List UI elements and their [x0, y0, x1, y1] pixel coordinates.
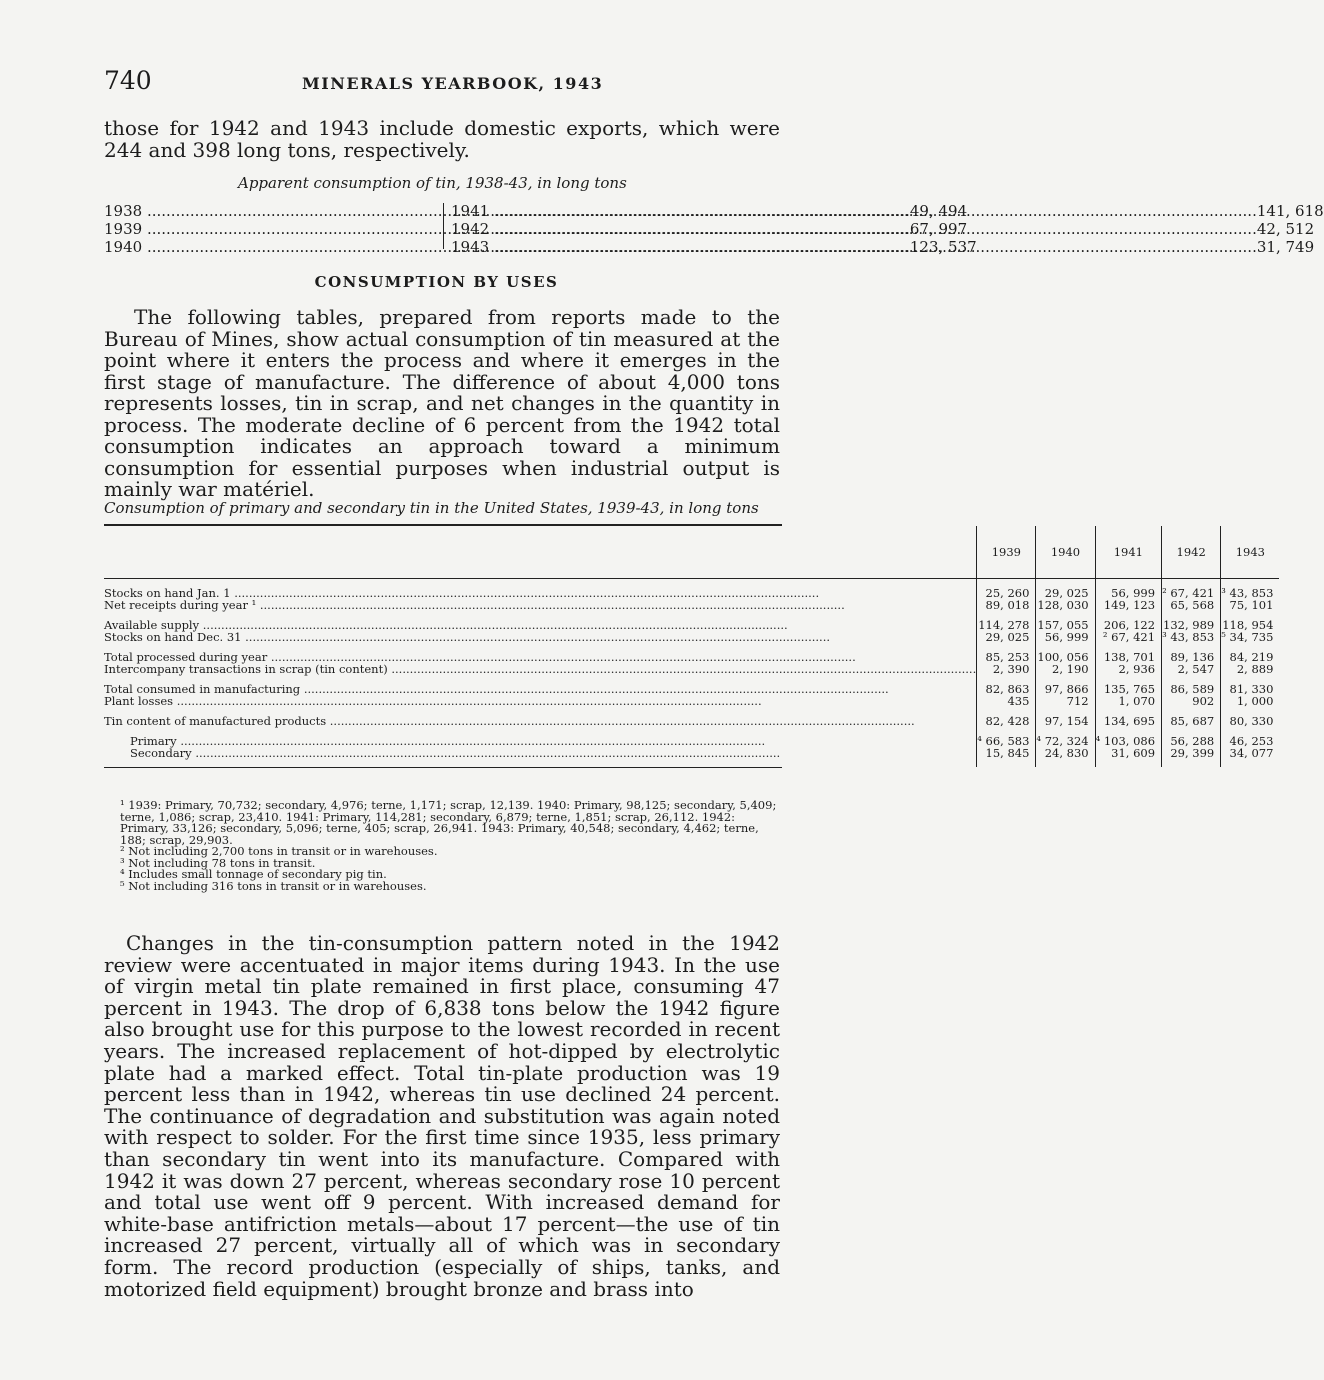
- cell-value: ² 67, 421: [1095, 631, 1161, 643]
- cell-value: ³ 43, 853: [1162, 631, 1221, 643]
- row-label: Secondary .....: [104, 747, 977, 759]
- footnote: ⁵ Not including 316 tons in transit or in warehouses.: [120, 878, 427, 893]
- cell-value: 902: [1162, 695, 1221, 707]
- dot-leader: [256, 598, 845, 612]
- apparent-value: 141, 618: [1256, 202, 1324, 220]
- cell-value: 2, 547: [1162, 663, 1221, 675]
- table-row: [104, 599, 1279, 611]
- cell-value: 46, 253: [1221, 735, 1280, 747]
- cell-value: 56, 288: [1162, 735, 1221, 747]
- cell-value: 25, 260: [977, 587, 1036, 599]
- row-label: Stocks on hand Jan. 1 .....: [104, 587, 977, 599]
- table-row: [104, 715, 1279, 727]
- cell-value: 85, 687: [1162, 715, 1221, 727]
- cell-value: ² 67, 421: [1162, 587, 1221, 599]
- row-label: Total processed during year .....: [104, 651, 977, 663]
- cell-value: 65, 568: [1162, 599, 1221, 611]
- cell-value: 206, 122: [1095, 619, 1161, 631]
- cell-value: ⁴ 103, 086: [1095, 735, 1161, 747]
- row-label: Primary .....: [104, 735, 977, 747]
- page-number: 740: [104, 66, 152, 95]
- cell-value: 56, 999: [1095, 587, 1161, 599]
- table-row: [104, 747, 1279, 759]
- footnote: ⁴ Includes small tonnage of secondary pig tin.: [120, 867, 387, 881]
- cell-value: 157, 055: [1036, 619, 1095, 631]
- apparent-value: 67, 997: [909, 220, 968, 238]
- cell-value: 135, 765: [1095, 683, 1161, 695]
- row-spacer: [104, 759, 1279, 767]
- apparent-year: 1940: [104, 238, 143, 256]
- cell-value: ⁵ 34, 735: [1221, 631, 1280, 643]
- page-header: [104, 66, 784, 106]
- year-header: 1942: [1162, 526, 1221, 579]
- footnote: ² Not including 2,700 tons in transit or in warehouses.: [120, 844, 438, 858]
- footnote: ³ Not including 78 tons in transit.: [120, 855, 316, 870]
- table-row: [104, 663, 1279, 675]
- table-footnotes: [104, 800, 780, 892]
- column-divider: [443, 203, 444, 249]
- apparent-value: 42, 512: [1256, 220, 1315, 238]
- year-header: 1941: [1095, 526, 1161, 579]
- cell-value: 2, 190: [1036, 663, 1095, 675]
- cell-value: 1, 000: [1221, 695, 1280, 707]
- cell-value: 435: [977, 695, 1036, 707]
- cell-value: 134, 695: [1095, 715, 1161, 727]
- cell-value: 128, 030: [1036, 599, 1095, 611]
- running-head: MINERALS YEARBOOK, 1943: [302, 74, 604, 93]
- cell-value: 118, 954: [1221, 619, 1280, 631]
- dot-leader: [192, 746, 781, 760]
- cell-value: 82, 428: [977, 715, 1036, 727]
- cell-value: 2, 936: [1095, 663, 1161, 675]
- cell-value: 85, 253: [977, 651, 1036, 663]
- cell-value: 97, 154: [1036, 715, 1095, 727]
- row-label: Tin content of manufactured products .....: [104, 715, 977, 727]
- apparent-value: 31, 749: [1256, 238, 1315, 256]
- row-label: Total consumed in manufacturing .....: [104, 683, 977, 695]
- footnote: ¹ 1939: Primary, 70,732; secondary, 4,976; terne, 1,171; scrap, 12,139. 1940: Primary, 98,125; secondary, 5,409; terne, 1,086; scrap, 23,410. 1941: Primary, 114,281; secondary, 6,879; terne, 1,851; scrap, 26,112. 1942: Primary, 33,126; secondary, 5,096; terne, 405; scrap, 26,941. 1943: Primary, 40,548; secondary, 4,462; terne, 188; scrap, 29,903.: [120, 798, 777, 847]
- cell-value: 89, 018: [977, 599, 1036, 611]
- table-row: [104, 631, 1279, 643]
- cell-value: 29, 025: [1036, 587, 1095, 599]
- consumption-table: [104, 524, 1274, 768]
- apparent-year: 1938: [104, 202, 143, 220]
- apparent-year: 1939: [104, 220, 143, 238]
- cell-value: 132, 989: [1162, 619, 1221, 631]
- cell-value: 81, 330: [1221, 683, 1280, 695]
- year-header: 1939: [977, 526, 1036, 579]
- cell-value: 97, 866: [1036, 683, 1095, 695]
- row-label: Stocks on hand Dec. 31 .....: [104, 631, 977, 643]
- cell-value: 15, 845: [977, 747, 1036, 759]
- dot-leader: [173, 694, 762, 708]
- cell-value: ⁴ 66, 583: [977, 735, 1036, 747]
- dot-leader: [388, 662, 977, 676]
- apparent-value: 49, 494: [909, 202, 968, 220]
- cell-value: 82, 863: [977, 683, 1036, 695]
- row-label: Net receipts during year ¹ .....: [104, 599, 977, 611]
- table-row: [104, 695, 1279, 707]
- dot-leader: [241, 630, 830, 644]
- section-heading: CONSUMPTION BY USES: [314, 273, 559, 291]
- cell-value: 2, 889: [1221, 663, 1280, 675]
- cell-value: 29, 399: [1162, 747, 1221, 759]
- cell-value: 114, 278: [977, 619, 1036, 631]
- apparent-consumption-caption: Apparent consumption of tin, 1938-43, in long tons: [238, 174, 627, 192]
- cell-value: 56, 999: [1036, 631, 1095, 643]
- cell-value: ⁴ 72, 324: [1036, 735, 1095, 747]
- apparent-year: 1942: [451, 220, 490, 238]
- row-label: Intercompany transactions in scrap (tin content) .....: [104, 663, 977, 675]
- row-label: Available supply .....: [104, 619, 977, 631]
- cell-value: 2, 390: [977, 663, 1036, 675]
- cell-value: 75, 101: [1221, 599, 1280, 611]
- year-header: 1940: [1036, 526, 1095, 579]
- row-label-header: [104, 526, 977, 579]
- cell-value: 29, 025: [977, 631, 1036, 643]
- dot-leader: [326, 714, 915, 728]
- cell-value: 31, 609: [1095, 747, 1161, 759]
- paragraph-exports: those for 1942 and 1943 include domestic exports, which were 244 and 398 long tons, respectively.: [104, 116, 780, 162]
- consumption-table-caption: Consumption of primary and secondary tin in the United States, 1939-43, in long tons: [104, 499, 759, 517]
- cell-value: 149, 123: [1095, 599, 1161, 611]
- paragraph-consumption-pattern: Changes in the tin-consumption pattern noted in the 1942 review were accentuated in major items during 1943. In the use of virgin metal tin plate remained in first place, consuming 47 percent in 1943. The drop of 6,838 tons below the 1942 figure also brought use for this purpose to the lowest recorded in recent years. The increased replacement of hot-dipped by electrolytic plate had a marked effect. Total tin-plate production was 19 percent less than in 1942, whereas tin use declined 24 percent. The continuance of degradation and substitution was again noted with respect to solder. For the first time since 1935, less primary than secondary tin went into its manufacture. Compared with 1942 it was down 27 percent, whereas secondary rose 10 percent and total use went off 9 percent. With increased demand for white-base antifriction metals—about 17 percent—the use of tin increased 27 percent, virtually all of which was in secondary form. The record production (especially of ships, tanks, and motorized field equipment) brought bronze and brass into: [104, 931, 780, 1301]
- cell-value: 138, 701: [1095, 651, 1161, 663]
- cell-value: 34, 077: [1221, 747, 1280, 759]
- apparent-year: 1941: [451, 202, 490, 220]
- cell-value: 712: [1036, 695, 1095, 707]
- cell-value: 86, 589: [1162, 683, 1221, 695]
- cell-value: 89, 136: [1162, 651, 1221, 663]
- paragraph-consumption-intro: The following tables, prepared from reports made to the Bureau of Mines, show actual consumption of tin measured at the point where it enters the process and where it emerges in the first stage of manufacture. The difference of about 4,000 tons represents losses, tin in scrap, and net changes in the quantity in process. The moderate decline of 6 percent from the 1942 total consumption indicates an approach toward a minimum consumption for essential purposes when industrial output is mainly war matériel.: [104, 305, 780, 501]
- year-header: 1943: [1221, 526, 1280, 579]
- cell-value: ³ 43, 853: [1221, 587, 1280, 599]
- table-header-row: [104, 526, 1279, 579]
- cell-value: 100, 056: [1036, 651, 1095, 663]
- cell-value: 24, 830: [1036, 747, 1095, 759]
- cell-value: 80, 330: [1221, 715, 1280, 727]
- apparent-value: 123, 537: [909, 238, 977, 256]
- cell-value: 1, 070: [1095, 695, 1161, 707]
- apparent-year: 1943: [451, 238, 490, 256]
- cell-value: 84, 219: [1221, 651, 1280, 663]
- row-label: Plant losses .....: [104, 695, 977, 707]
